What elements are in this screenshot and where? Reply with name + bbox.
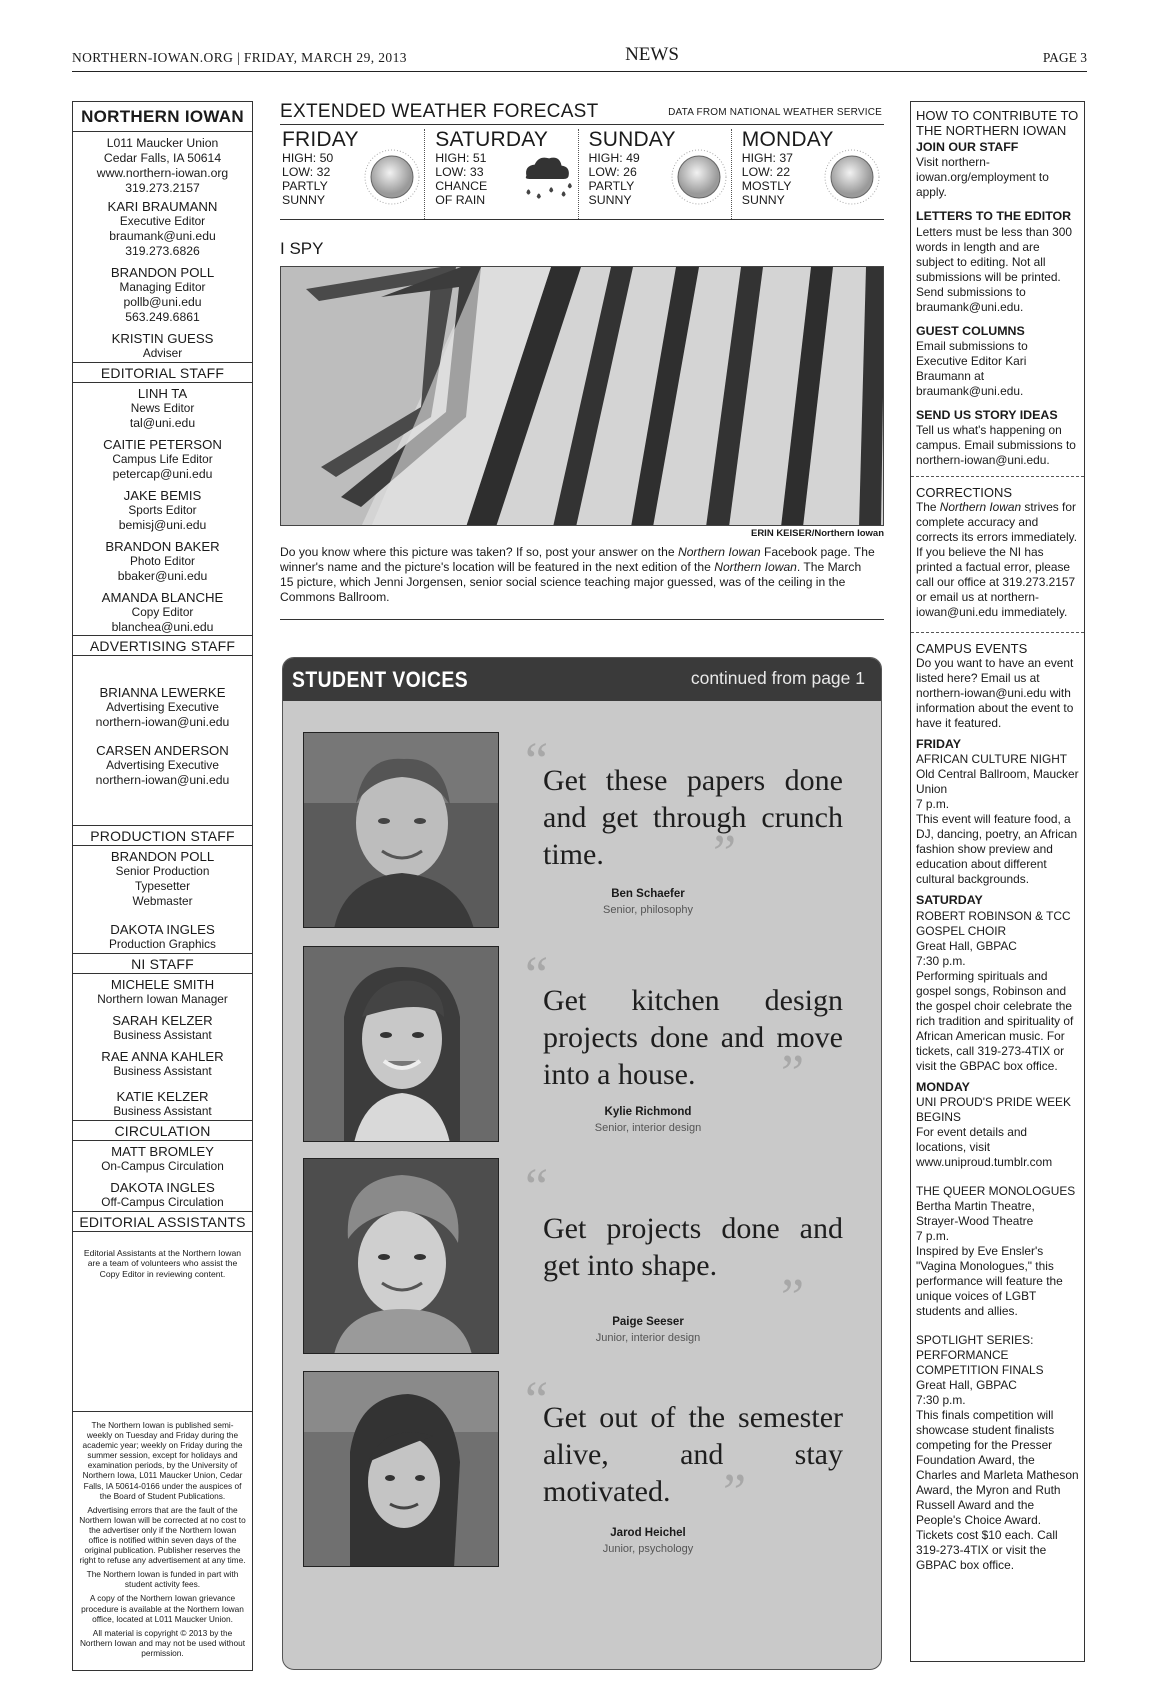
staff-name: LINH TA <box>137 386 188 401</box>
staff-entry <box>73 587 252 635</box>
staff-entry <box>73 1046 252 1082</box>
continued-note: continued from page 1 <box>690 668 865 688</box>
assistants-note: Editorial Assistants at the Northern Iowan are a team of volunteers who assist the Copy Editor in reviewing content. <box>83 1248 242 1279</box>
staff-entry <box>73 912 252 953</box>
student-voice <box>303 732 863 942</box>
weather-day-monday <box>740 129 884 219</box>
student-photo <box>303 1371 499 1567</box>
weather-header <box>280 101 884 125</box>
weather-high: HIGH: 51 <box>435 151 487 165</box>
address-phone: 319.273.2157 <box>125 181 200 195</box>
staff-box <box>72 101 253 1671</box>
staff-entry <box>73 1177 252 1211</box>
staff-name: RAE ANNA KAHLER <box>101 1049 224 1064</box>
staff-contact: bemisj@uni.edu <box>118 518 207 532</box>
event-description: Performing spirituals and gospel songs, Robinson and the gospel choir celebrate the rich tradition and spirituality of African American music. For tickets, call 319-273-4TIX or visit the GBPAC box office. <box>916 968 1074 1073</box>
staff-entry <box>73 383 252 434</box>
staff-name: BRANDON BAKER <box>105 539 220 554</box>
staff-role: Business Assistant <box>113 1064 212 1078</box>
staff-name: BRANDON POLL <box>110 849 215 864</box>
staff-role: Advertising Executive <box>106 700 219 714</box>
event-description: This finals competition will showcase student finalists competing for the Presser Foundation Award, the Charles and Marleta Matheson Award, the Myron and Ruth Russell Award and the People's Choice Award. Tickets cost $10 each. Call 319-273-4TIX or visit the GBPAC box office. <box>916 1408 1079 1573</box>
staff-contact: 319.273.6826 <box>125 244 200 258</box>
student-photo <box>303 946 499 1142</box>
student-name: Jarod Heichel <box>610 1527 686 1539</box>
weather-day-name: SUNDAY <box>588 128 676 151</box>
weather-day-saturday <box>433 129 578 219</box>
events-intro: Do you want to have an event listed here? Email us at northern-iowan@uni.edu with information about the event to have it featured. <box>916 656 1074 731</box>
weather-condition: OF RAIN <box>435 193 486 207</box>
staff-role: Northern Iowan Manager <box>97 992 228 1006</box>
corrections-heading: CORRECTIONS <box>916 485 1013 501</box>
event-place: Old Central Ballroom, Maucker Union <box>916 767 1079 797</box>
caption-text: Do you know where this picture was taken? If so, post your answer on the <box>280 545 678 559</box>
caption-text: Facebook page. The winner's name and the picture's location will be featured in the next edition of the <box>280 545 875 574</box>
weather-low: LOW: 33 <box>435 165 484 179</box>
staff-role: Photo Editor <box>130 554 195 568</box>
staff-contact: northern-iowan@uni.edu <box>95 773 230 787</box>
letters-text: Letters must be less than 300 words in length and are subject to editing. Not all submissions will be printed. Send submissions to braumank@uni.edu. <box>916 224 1072 314</box>
staff-name: JAKE BEMIS <box>123 488 202 503</box>
photo-credit: ERIN KEISER/Northern Iowan <box>750 528 884 539</box>
close-quote-icon: ” <box>781 1269 805 1326</box>
staff-role: Sports Editor <box>128 503 197 517</box>
masthead-address <box>73 132 252 199</box>
corrections-text-part: The <box>916 500 940 515</box>
staff-name: SARAH KELZER <box>112 1013 213 1028</box>
student-name: Paige Seeser <box>612 1316 684 1328</box>
legal-paragraph: A copy of the Northern Iowan grievance procedure is available at the Northern Iowan office, located at L011 Maucker Union. <box>81 1593 244 1624</box>
staff-contact: blanchea@uni.edu <box>111 620 214 634</box>
staff-name: MICHELE SMITH <box>110 977 215 992</box>
student-voice <box>303 1371 863 1601</box>
event-description: Inspired by Eve Ensler's "Vagina Monologues," this performance will feature the unique voices of LGBT students and allies. <box>916 1244 1063 1319</box>
weather-condition: PARTLY <box>282 179 328 193</box>
staff-contact: tal@uni.edu <box>129 416 196 430</box>
story-ideas-text: Tell us what's happening on campus. Email submissions to northern-iowan@uni.edu. <box>916 423 1076 468</box>
staff-role: Advertising Executive <box>106 758 219 772</box>
staff-name: AMANDA BLANCHE <box>101 590 224 605</box>
weather-condition: SUNNY <box>282 193 326 207</box>
open-quote-icon: “ <box>525 947 549 1004</box>
staff-role: Senior Production <box>115 864 210 878</box>
staff-role: Typesetter <box>134 879 191 893</box>
event-description: This event will feature food, a DJ, dancing, poetry, an African fashion show preview and education about different cultural backgrounds. <box>916 812 1078 887</box>
staff-name: DAKOTA INGLES <box>110 1180 215 1195</box>
publication-name: Northern Iowan <box>714 560 797 574</box>
student-quote: Get these papers done and get through crunch time. <box>543 764 843 871</box>
student-voice <box>303 946 863 1156</box>
page-header <box>72 28 1087 72</box>
staff-name: KARI BRAUMANN <box>107 199 218 214</box>
student-name: Kylie Richmond <box>604 1106 692 1118</box>
address-line: L011 Maucker Union <box>106 136 219 150</box>
staff-entry <box>73 485 252 536</box>
staff-entry <box>73 262 252 328</box>
staff-entry <box>73 536 252 587</box>
event-place: Great Hall, GBPAC <box>916 1378 1017 1393</box>
publication-legal-box <box>73 1411 252 1662</box>
student-quote: Get projects done and get into shape. <box>543 1212 843 1282</box>
weather-low: LOW: 22 <box>741 165 791 179</box>
sun-icon <box>671 149 727 205</box>
event-title: SPOTLIGHT SERIES: PERFORMANCE COMPETITION FINALS <box>916 1333 1044 1378</box>
close-quote-icon: ” <box>723 1464 747 1521</box>
student-photo <box>303 1158 499 1354</box>
legal-paragraph: The Northern Iowan is published semi-weekly on Tuesday and Friday during the academic year; weekly on Friday during the summer session, except for holidays and examination periods, by the University of Northern Iowa, L011 Maucker Union, Cedar Falls, IA 50614-0166 under the auspices of the Board of Student Publications. <box>82 1419 243 1501</box>
weather-condition: CHANCE <box>435 179 488 193</box>
weather-high: HIGH: 49 <box>588 151 640 165</box>
staff-entry <box>73 846 252 912</box>
staff-name: DAKOTA INGLES <box>110 922 215 937</box>
event-time: 7:30 p.m. <box>916 1393 966 1408</box>
staff-contact: pollb@uni.edu <box>123 295 202 309</box>
student-voices-banner <box>283 658 881 701</box>
staff-role: Copy Editor <box>131 605 194 619</box>
event-time: 7 p.m. <box>916 797 950 812</box>
header-site-date: NORTHERN-IOWAN.ORG | FRIDAY, MARCH 29, 2013 <box>72 50 407 65</box>
staff-role: On-Campus Circulation <box>101 1159 224 1173</box>
staff-contact: bbaker@uni.edu <box>117 569 208 583</box>
staff-contact: braumank@uni.edu <box>109 229 216 243</box>
staff-entry <box>73 1010 252 1046</box>
staff-role: News Editor <box>130 401 195 415</box>
ispy-caption <box>280 545 884 605</box>
weather-day-name: FRIDAY <box>282 128 359 151</box>
legal-paragraph: All material is copyright © 2013 by the Northern Iowan and may not be used without permission. <box>79 1627 246 1658</box>
event-place: Great Hall, GBPAC <box>916 938 1017 953</box>
staff-entry <box>73 1141 252 1177</box>
join-heading: JOIN OUR STAFF <box>916 140 1019 154</box>
section-heading-circulation: CIRCULATION <box>73 1120 252 1141</box>
open-quote-icon: “ <box>525 1159 549 1216</box>
staff-entry <box>73 434 252 485</box>
staff-entry <box>73 328 252 362</box>
staff-entry <box>73 1082 252 1120</box>
staff-contact: petercap@uni.edu <box>112 467 213 481</box>
student-quote: Get kitchen design projects done and move into a house. <box>543 984 843 1091</box>
sun-icon <box>364 149 420 205</box>
staff-entry <box>73 733 252 791</box>
ispy-ceiling-image <box>281 267 884 526</box>
weather-low: LOW: 26 <box>588 165 637 179</box>
staff-role: Business Assistant <box>113 1104 212 1118</box>
student-voice <box>303 1158 863 1368</box>
staff-entry <box>73 974 252 1010</box>
weather-source: DATA FROM NATIONAL WEATHER SERVICE <box>668 107 882 118</box>
ispy-title: I SPY <box>280 239 324 258</box>
weather-condition: SUNNY <box>741 193 785 207</box>
student-portrait <box>304 947 499 1142</box>
close-quote-icon: ” <box>713 825 737 882</box>
student-major: Junior, interior design <box>595 1332 701 1344</box>
event-day-friday: FRIDAY <box>916 737 961 752</box>
letters-heading: LETTERS TO THE EDITOR <box>916 209 1072 224</box>
event-place: Bertha Martin Theatre, Strayer-Wood Theatre <box>916 1199 1035 1229</box>
staff-name: KRISTIN GUESS <box>111 331 214 346</box>
weather-day-name: MONDAY <box>741 128 834 151</box>
legal-paragraph: The Northern Iowan is funded in part with student activity fees. <box>86 1569 239 1590</box>
staff-role: Managing Editor <box>119 280 206 294</box>
sun-icon <box>824 149 880 205</box>
story-ideas-heading: SEND US STORY IDEAS <box>916 407 1058 422</box>
weather-day-name: SATURDAY <box>435 128 549 151</box>
staff-entry <box>73 199 252 262</box>
right-sidebar <box>910 101 1085 1662</box>
rain-cloud-icon <box>514 147 576 209</box>
staff-role: Off-Campus Circulation <box>101 1195 224 1209</box>
open-quote-icon: “ <box>525 733 549 790</box>
corrections-text <box>916 500 1079 620</box>
staff-role: Executive Editor <box>119 214 206 228</box>
staff-role: Adviser <box>142 346 183 360</box>
section-heading-production: PRODUCTION STAFF <box>73 825 252 846</box>
dashed-divider <box>911 632 1084 633</box>
event-day-monday: MONDAY <box>916 1079 970 1094</box>
weather-title: EXTENDED WEATHER FORECAST <box>280 101 599 122</box>
event-title: UNI PROUD'S PRIDE WEEK BEGINS <box>916 1095 1071 1125</box>
student-photo <box>303 732 499 928</box>
caption-text: . The March 15 picture, which Jenni Jorgensen, senior social science teaching major guessed, was of the ceiling in the Commons Ballroom. <box>280 560 862 604</box>
staff-name: CAITIE PETERSON <box>103 437 222 452</box>
open-quote-icon: “ <box>525 1372 549 1429</box>
weather-condition: SUNNY <box>588 193 632 207</box>
event-title: THE QUEER MONOLOGUES <box>916 1184 1076 1199</box>
address-website: www.northern-iowan.org <box>96 166 229 180</box>
weather-high: HIGH: 37 <box>741 151 794 165</box>
header-rule <box>72 71 1087 72</box>
header-section: NEWS <box>625 44 679 65</box>
contribute-heading: HOW TO CONTRIBUTE TO THE NORTHERN IOWAN <box>916 108 1079 138</box>
event-time: 7 p.m. <box>916 1229 950 1244</box>
guest-columns-heading: GUEST COLUMNS <box>916 323 1025 338</box>
staff-name: CARSEN ANDERSON <box>96 743 229 758</box>
staff-role: Campus Life Editor <box>112 452 213 466</box>
weather-day-friday <box>280 129 425 219</box>
weather-condition: MOSTLY <box>741 179 792 193</box>
student-quote: Get out of the semester alive, and stay motivated. <box>543 1401 843 1508</box>
event-title: AFRICAN CULTURE NIGHT <box>916 752 1068 767</box>
staff-name: MATT BROMLEY <box>111 1144 214 1159</box>
section-heading-assistants: EDITORIAL ASSISTANTS <box>73 1211 252 1232</box>
student-voices-box <box>282 657 882 1670</box>
staff-role: Production Graphics <box>109 937 216 951</box>
section-heading-ni-staff: NI STAFF <box>73 953 252 974</box>
student-name: Ben Schaefer <box>611 888 685 900</box>
masthead-title: NORTHERN IOWAN <box>73 102 252 132</box>
staff-name: BRANDON POLL <box>110 265 215 280</box>
event-title: ROBERT ROBINSON & TCC GOSPEL CHOIR <box>916 908 1071 938</box>
legal-text <box>73 1420 252 1658</box>
student-portrait <box>304 1372 499 1567</box>
legal-paragraph: Advertising errors that are the fault of the Northern Iowan will be corrected at no cost to the advertiser only if the Northern Iowan office is notified within seven days of the original publication. Publisher reserves the right to refuse any advertisement at any time. <box>79 1504 246 1566</box>
section-heading-advertising: ADVERTISING STAFF <box>73 635 252 656</box>
student-portrait <box>304 733 499 928</box>
guest-columns-text: Email submissions to Executive Editor Kari Braumann at braumank@uni.edu. <box>916 338 1028 398</box>
weather-low: LOW: 32 <box>282 165 331 179</box>
dashed-divider <box>911 476 1084 477</box>
center-column <box>280 101 884 620</box>
campus-events-heading: CAMPUS EVENTS <box>916 641 1028 657</box>
student-major: Senior, philosophy <box>603 904 693 916</box>
event-description: For event details and locations, visit www.uniproud.tumblr.com <box>916 1125 1053 1170</box>
weather-forecast-row <box>280 125 884 220</box>
student-major: Senior, interior design <box>594 1122 702 1134</box>
staff-role: Webmaster <box>132 894 193 908</box>
staff-name: BRIANNA LEWERKE <box>99 685 226 700</box>
address-line: Cedar Falls, IA 50614 <box>103 151 222 165</box>
staff-entry <box>73 682 252 733</box>
ispy-photo <box>280 266 884 526</box>
staff-contact: 563.249.6861 <box>125 310 200 324</box>
corrections-text-part: strives for complete accuracy and corrects its errors immediately. If you believe the NI has printed a factual error, please call our office at 319.273.2157 or email us at northern-iowan@uni.edu immediately. <box>916 500 1077 620</box>
section-rule <box>280 619 884 620</box>
close-quote-icon: ” <box>781 1045 805 1102</box>
event-day-saturday: SATURDAY <box>916 893 983 908</box>
section-heading-editorial: EDITORIAL STAFF <box>73 362 252 383</box>
staff-contact: northern-iowan@uni.edu <box>95 715 230 729</box>
staff-name: KATIE KELZER <box>116 1089 209 1104</box>
student-major: Junior, psychology <box>602 1543 694 1555</box>
weather-day-sunday <box>587 129 732 219</box>
student-voices-title: STUDENT VOICES <box>292 667 469 692</box>
header-page-number: PAGE 3 <box>1042 50 1087 65</box>
event-time: 7:30 p.m. <box>916 953 966 968</box>
weather-high: HIGH: 50 <box>282 151 334 165</box>
staff-role: Business Assistant <box>113 1028 212 1042</box>
publication-name: Northern Iowan <box>677 545 761 559</box>
publication-name: Northern Iowan <box>939 500 1022 515</box>
weather-condition: PARTLY <box>588 179 635 193</box>
join-text: Visit northern-iowan.org/employment to apply. <box>916 155 1049 200</box>
student-portrait <box>304 1159 499 1354</box>
